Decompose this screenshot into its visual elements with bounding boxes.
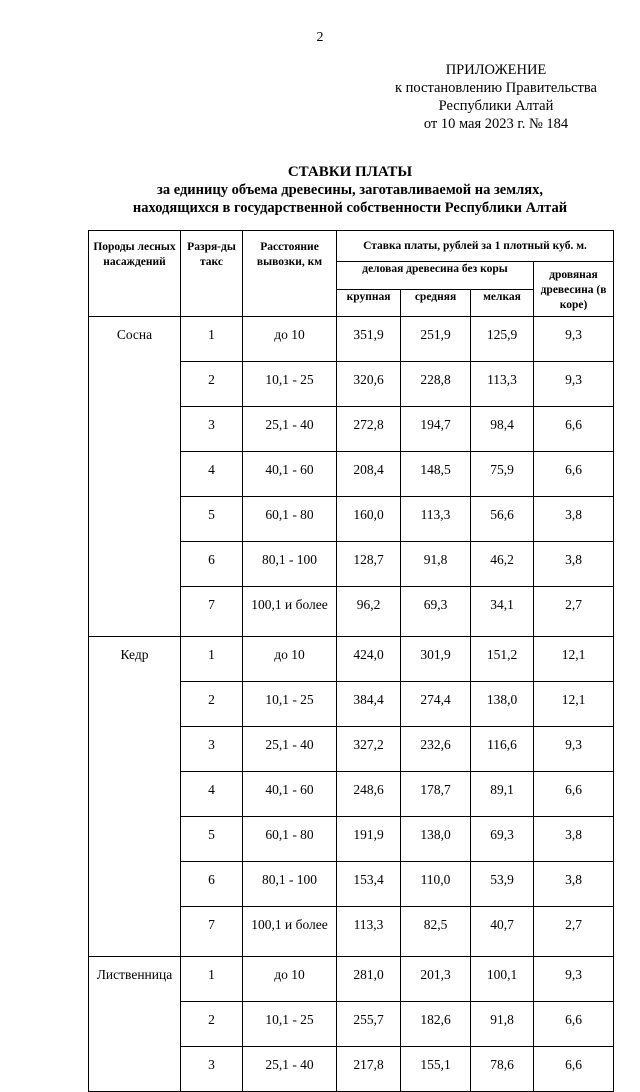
rates-table — [88, 230, 614, 1092]
rank-cell: 5 — [181, 817, 243, 862]
table-body — [89, 317, 614, 1092]
medium-cell: 274,4 — [401, 682, 471, 727]
firewood-cell: 6,6 — [534, 1002, 614, 1047]
small-cell: 113,3 — [471, 362, 534, 407]
large-cell: 217,8 — [337, 1047, 401, 1092]
firewood-cell: 2,7 — [534, 907, 614, 957]
small-cell: 98,4 — [471, 407, 534, 452]
species-cell: Кедр — [89, 637, 181, 957]
header-firewood: дровяная древесина (в коре) — [534, 262, 614, 317]
rank-cell: 3 — [181, 407, 243, 452]
small-cell: 69,3 — [471, 817, 534, 862]
large-cell: 281,0 — [337, 957, 401, 1002]
appendix-line: к постановлению Правительства — [395, 80, 597, 96]
rank-cell: 3 — [181, 727, 243, 772]
small-cell: 40,7 — [471, 907, 534, 957]
rank-cell: 6 — [181, 862, 243, 907]
large-cell: 327,2 — [337, 727, 401, 772]
small-cell: 75,9 — [471, 452, 534, 497]
large-cell: 160,0 — [337, 497, 401, 542]
large-cell: 384,4 — [337, 682, 401, 727]
rank-cell: 1 — [181, 637, 243, 682]
distance-cell: 40,1 - 60 — [243, 772, 337, 817]
table-row — [89, 317, 614, 362]
firewood-cell: 9,3 — [534, 362, 614, 407]
table-row — [89, 637, 614, 682]
rank-cell: 3 — [181, 1047, 243, 1092]
firewood-cell: 6,6 — [534, 772, 614, 817]
medium-cell: 148,5 — [401, 452, 471, 497]
small-cell: 100,1 — [471, 957, 534, 1002]
firewood-cell: 3,8 — [534, 862, 614, 907]
medium-cell: 138,0 — [401, 817, 471, 862]
medium-cell: 182,6 — [401, 1002, 471, 1047]
rank-cell: 4 — [181, 772, 243, 817]
medium-cell: 155,1 — [401, 1047, 471, 1092]
header-distance: Расстояние вывозки, км — [243, 231, 337, 317]
distance-cell: до 10 — [243, 957, 337, 1002]
rank-cell: 2 — [181, 682, 243, 727]
header-medium: средняя — [401, 290, 471, 317]
firewood-cell: 9,3 — [534, 727, 614, 772]
small-cell: 53,9 — [471, 862, 534, 907]
appendix-heading: ПРИЛОЖЕНИЕ — [445, 62, 547, 78]
firewood-cell: 3,8 — [534, 497, 614, 542]
appendix-block — [360, 61, 632, 133]
small-cell: 46,2 — [471, 542, 534, 587]
firewood-cell: 3,8 — [534, 817, 614, 862]
medium-cell: 82,5 — [401, 907, 471, 957]
rank-cell: 4 — [181, 452, 243, 497]
distance-cell: 60,1 - 80 — [243, 497, 337, 542]
large-cell: 351,9 — [337, 317, 401, 362]
medium-cell: 301,9 — [401, 637, 471, 682]
firewood-cell: 2,7 — [534, 587, 614, 637]
firewood-cell: 9,3 — [534, 317, 614, 362]
medium-cell: 194,7 — [401, 407, 471, 452]
appendix-date: от 10 мая 2023 г. № 184 — [423, 116, 569, 132]
large-cell: 248,6 — [337, 772, 401, 817]
rank-cell: 5 — [181, 497, 243, 542]
medium-cell: 91,8 — [401, 542, 471, 587]
rank-cell: 6 — [181, 542, 243, 587]
large-cell: 113,3 — [337, 907, 401, 957]
header-large: крупная — [337, 290, 401, 317]
large-cell: 320,6 — [337, 362, 401, 407]
distance-cell: 10,1 - 25 — [243, 682, 337, 727]
header-rank: Разря-ды такс — [181, 231, 243, 317]
title-subline: находящихся в государственной собственности Республики Алтай — [132, 200, 568, 216]
rank-cell: 7 — [181, 907, 243, 957]
large-cell: 153,4 — [337, 862, 401, 907]
firewood-cell: 6,6 — [534, 1047, 614, 1092]
large-cell: 128,7 — [337, 542, 401, 587]
distance-cell: 100,1 и более — [243, 587, 337, 637]
header-small: мелкая — [471, 290, 534, 317]
distance-cell: 80,1 - 100 — [243, 862, 337, 907]
medium-cell: 178,7 — [401, 772, 471, 817]
medium-cell: 69,3 — [401, 587, 471, 637]
distance-cell: 40,1 - 60 — [243, 452, 337, 497]
small-cell: 116,6 — [471, 727, 534, 772]
rank-cell: 2 — [181, 1002, 243, 1047]
firewood-cell: 3,8 — [534, 542, 614, 587]
firewood-cell: 9,3 — [534, 957, 614, 1002]
firewood-cell: 12,1 — [534, 682, 614, 727]
medium-cell: 232,6 — [401, 727, 471, 772]
table-row — [89, 957, 614, 1002]
title-heading: СТАВКИ ПЛАТЫ — [287, 164, 413, 180]
medium-cell: 201,3 — [401, 957, 471, 1002]
page-number: 2 — [316, 30, 324, 45]
distance-cell: 60,1 - 80 — [243, 817, 337, 862]
distance-cell: до 10 — [243, 317, 337, 362]
distance-cell: до 10 — [243, 637, 337, 682]
header-rate: Ставка платы, рублей за 1 плотный куб. м. — [337, 231, 614, 262]
large-cell: 96,2 — [337, 587, 401, 637]
medium-cell: 110,0 — [401, 862, 471, 907]
distance-cell: 25,1 - 40 — [243, 1047, 337, 1092]
distance-cell: 25,1 - 40 — [243, 727, 337, 772]
document-title — [60, 163, 640, 217]
distance-cell: 25,1 - 40 — [243, 407, 337, 452]
small-cell: 89,1 — [471, 772, 534, 817]
small-cell: 78,6 — [471, 1047, 534, 1092]
firewood-cell: 6,6 — [534, 452, 614, 497]
header-species: Породы лесных насаждений — [89, 231, 181, 317]
large-cell: 208,4 — [337, 452, 401, 497]
rank-cell: 1 — [181, 957, 243, 1002]
appendix-line: Республики Алтай — [438, 98, 554, 114]
distance-cell: 80,1 - 100 — [243, 542, 337, 587]
species-cell: Сосна — [89, 317, 181, 637]
medium-cell: 228,8 — [401, 362, 471, 407]
distance-cell: 10,1 - 25 — [243, 362, 337, 407]
distance-cell: 100,1 и более — [243, 907, 337, 957]
rank-cell: 1 — [181, 317, 243, 362]
small-cell: 125,9 — [471, 317, 534, 362]
firewood-cell: 12,1 — [534, 637, 614, 682]
distance-cell: 10,1 - 25 — [243, 1002, 337, 1047]
small-cell: 151,2 — [471, 637, 534, 682]
species-cell: Лиственница — [89, 957, 181, 1092]
rank-cell: 2 — [181, 362, 243, 407]
table-header — [89, 231, 614, 317]
small-cell: 91,8 — [471, 1002, 534, 1047]
large-cell: 255,7 — [337, 1002, 401, 1047]
medium-cell: 251,9 — [401, 317, 471, 362]
medium-cell: 113,3 — [401, 497, 471, 542]
small-cell: 34,1 — [471, 587, 534, 637]
rank-cell: 7 — [181, 587, 243, 637]
header-business-wood: деловая древесина без коры — [337, 262, 534, 290]
large-cell: 272,8 — [337, 407, 401, 452]
small-cell: 138,0 — [471, 682, 534, 727]
title-subline: за единицу объема древесины, заготавливаемой на землях, — [157, 182, 543, 198]
large-cell: 191,9 — [337, 817, 401, 862]
small-cell: 56,6 — [471, 497, 534, 542]
firewood-cell: 6,6 — [534, 407, 614, 452]
large-cell: 424,0 — [337, 637, 401, 682]
